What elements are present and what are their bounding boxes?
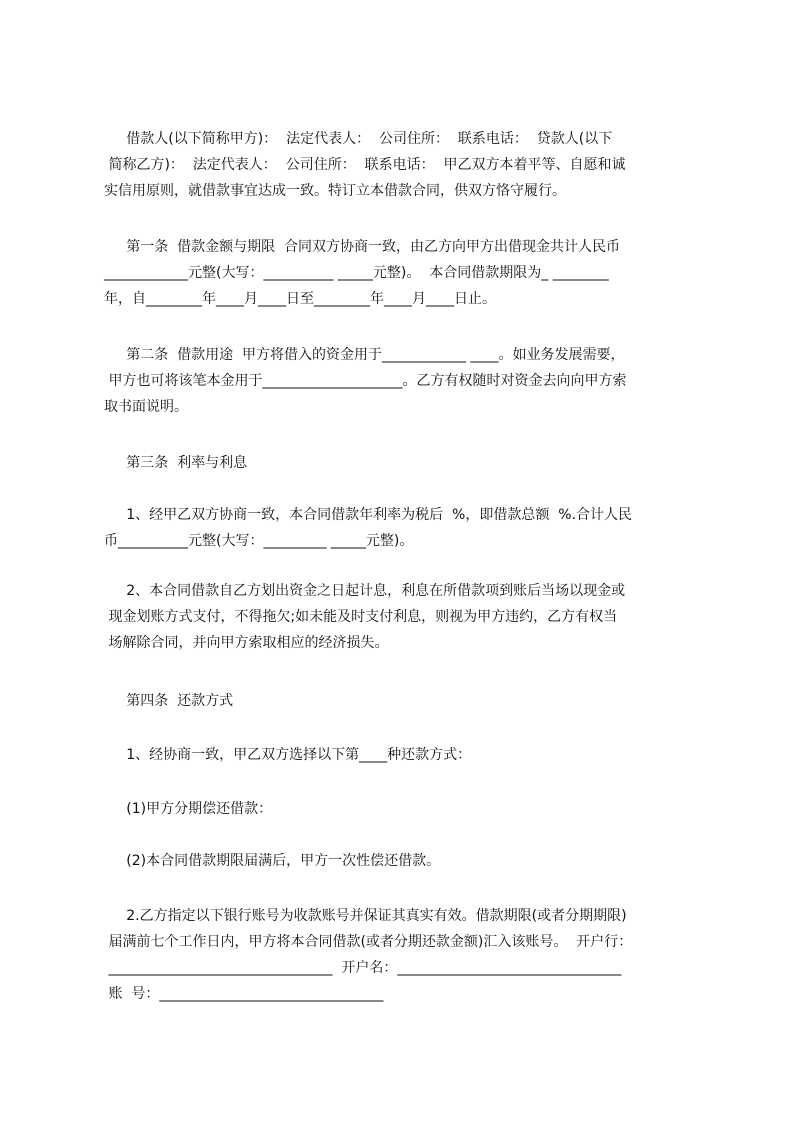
article-1-paragraph <box>104 234 704 312</box>
article-3-title <box>104 450 704 476</box>
text-line: 1、经甲乙双方协商一致，本合同借款年利率为税后 %，即借款总额 %.合计人民 <box>104 507 633 523</box>
text-line: 现金划账方式支付，不得拖欠;如未能及时支付利息，则视为甲方违约，乙方有权当 <box>104 609 618 625</box>
text-line: ____________元整(大写：__________ _____元整)。 本合同借款期限为_ ________ <box>104 265 609 281</box>
text-line: 账 号：________________________________ <box>104 986 384 1002</box>
article-2-paragraph <box>104 342 704 420</box>
article-4-item-2 <box>104 903 704 1007</box>
section-heading: 第四条 还款方式 <box>104 693 234 709</box>
section-heading: 第三条 利率与利息 <box>104 455 248 471</box>
text-line: 币__________元整(大写：_________ _____元整)。 <box>104 533 414 549</box>
text-line: (2)本合同借款期限届满后，甲方一次性偿还借款。 <box>104 853 441 869</box>
article-4-item-1 <box>104 742 704 768</box>
text-line: 实信用原则，就借款事宜达成一致。特订立本借款合同，供双方恪守履行。 <box>104 183 566 199</box>
text-line: 取书面说明。 <box>104 399 188 415</box>
text-line: 1、经协商一致，甲乙双方选择以下第____种还款方式： <box>104 747 472 763</box>
text-line: 年，自________年____月____日至________年____月____日止。 <box>104 291 496 307</box>
text-line: 第一条 借款金额与期限 合同双方协商一致，由乙方向甲方出借现金共计人民币 <box>104 239 621 255</box>
text-line: 场解除合同，并向甲方索取相应的经济损失。 <box>104 635 389 651</box>
article-4-option-1 <box>104 796 704 822</box>
text-line: 第二条 借款用途 甲方将借入的资金用于____________ ____。如业务发展需要， <box>104 347 625 363</box>
intro-paragraph <box>104 126 704 204</box>
article-4-title <box>104 688 704 714</box>
text-line: 简称乙方)： 法定代表人： 公司住所： 联系电话： 甲乙双方本着平等、自愿和诚 <box>104 157 626 173</box>
article-3-item-1 <box>104 502 704 554</box>
text-line: ________________________________ 开户名：________________________________ <box>104 960 622 976</box>
article-4-option-2 <box>104 848 704 874</box>
text-line: 2、本合同借款自乙方划出资金之日起计息，利息在所借款项到账后当场以现金或 <box>104 583 626 599</box>
article-3-item-2 <box>104 578 704 656</box>
text-line: (1)甲方分期偿还借款： <box>104 801 273 817</box>
text-line: 届满前七个工作日内，甲方将本合同借款(或者分期还款金额)汇入该账号。 开户行： <box>104 934 633 950</box>
text-line: 2.乙方指定以下银行账号为收款账号并保证其真实有效。借款期限(或者分期期限) <box>104 908 627 924</box>
text-line: 甲方也可将该笔本金用于____________________。乙方有权随时对资金去向向甲方索 <box>104 373 627 389</box>
text-line: 借款人(以下简称甲方)： 法定代表人： 公司住所： 联系电话： 贷款人(以下 <box>104 131 613 147</box>
